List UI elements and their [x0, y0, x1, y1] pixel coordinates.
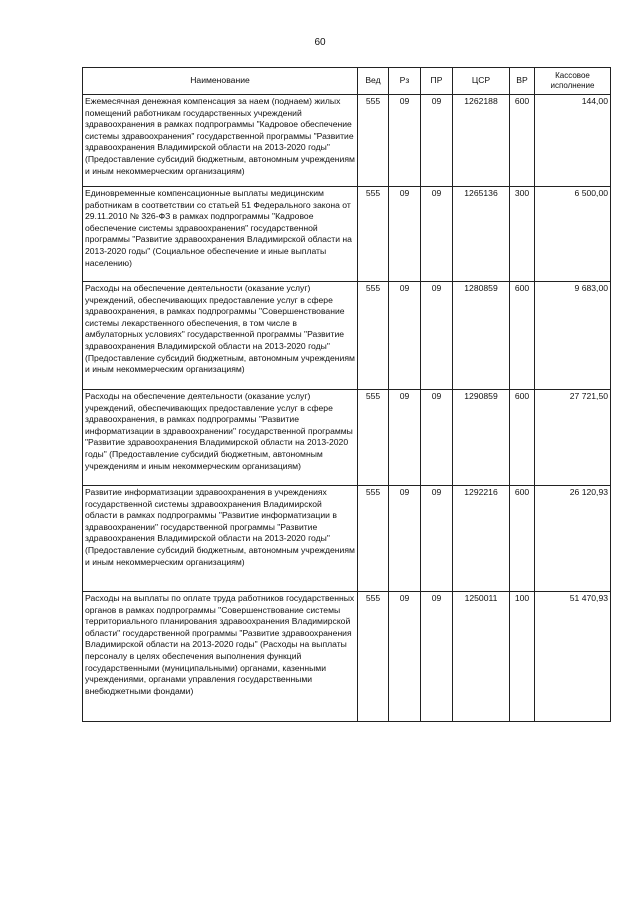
- row-name: Расходы на обеспечение деятельности (оказание услуг) учреждений, обеспечивающих предоставление услуг в сфере здравоохранения, в рамках подпрограммы "Развитие информатизации в здравоохранении" государственной программы "Развитие здравоохранения Владимирской области на 2013-2020 годы" (Предоставление субсидий бюджетным, автономным учреждениям и иным некоммерческим организациям): [83, 390, 358, 486]
- row-amount: 26 120,93: [535, 486, 611, 592]
- table-row: [83, 282, 611, 390]
- row-rz: 09: [389, 95, 421, 187]
- page-number: 60: [314, 37, 326, 48]
- row-ved: 555: [358, 95, 389, 187]
- header-execution: Кассовое исполнение: [535, 68, 611, 95]
- row-pr: 09: [421, 486, 453, 592]
- table-row: [83, 95, 611, 187]
- row-amount: 27 721,50: [535, 390, 611, 486]
- row-ved: 555: [358, 282, 389, 390]
- row-csr: 1292216: [453, 486, 510, 592]
- row-pr: 09: [421, 592, 453, 722]
- table-row: [83, 486, 611, 592]
- row-csr: 1250011: [453, 592, 510, 722]
- row-pr: 09: [421, 95, 453, 187]
- row-ved: 555: [358, 486, 389, 592]
- header-name: Наименование: [83, 68, 358, 95]
- row-rz: 09: [389, 282, 421, 390]
- row-name: Ежемесячная денежная компенсация за наем (поднаем) жилых помещений работникам государственных учреждений здравоохранения в рамках подпрограммы "Кадровое обеспечение системы здравоохранения" государственной программы "Развитие здравоохранения Владимирской области на 2013-2020 годы" (Предоставление субсидий бюджетным, автономным учреждениям и иным некоммерческим организациям): [83, 95, 358, 187]
- row-pr: 09: [421, 282, 453, 390]
- row-rz: 09: [389, 390, 421, 486]
- row-amount: 9 683,00: [535, 282, 611, 390]
- row-amount: 6 500,00: [535, 187, 611, 282]
- budget-table: [82, 67, 611, 722]
- row-vr: 600: [510, 486, 535, 592]
- row-rz: 09: [389, 187, 421, 282]
- row-ved: 555: [358, 390, 389, 486]
- row-name: Расходы на выплаты по оплате труда работников государственных органов в рамках подпрограммы "Совершенствование системы территориального планирования здравоохранения Владимирской области" государственной программы "Развитие здравоохранения Владимирской области на 2013-2020 годы" (Расходы на выплаты персоналу в целях обеспечения выполнения функций государственными (муниципальными) органами, казенными учреждениями, органами управления государственными внебюджетными фондами): [83, 592, 358, 722]
- header-ved: Вед: [358, 68, 389, 95]
- table-row: [83, 592, 611, 722]
- row-vr: 600: [510, 390, 535, 486]
- row-csr: 1280859: [453, 282, 510, 390]
- header-csr: ЦСР: [453, 68, 510, 95]
- row-ved: 555: [358, 187, 389, 282]
- header-pr: ПР: [421, 68, 453, 95]
- table-row: [83, 390, 611, 486]
- row-rz: 09: [389, 486, 421, 592]
- row-rz: 09: [389, 592, 421, 722]
- row-csr: 1262188: [453, 95, 510, 187]
- table-row: [83, 187, 611, 282]
- row-vr: 600: [510, 282, 535, 390]
- header-vr: ВР: [510, 68, 535, 95]
- row-csr: 1290859: [453, 390, 510, 486]
- header-rz: Рз: [389, 68, 421, 95]
- row-pr: 09: [421, 390, 453, 486]
- row-amount: 51 470,93: [535, 592, 611, 722]
- row-name: Единовременные компенсационные выплаты медицинским работникам в соответствии со статьей 51 Федерального закона от 29.11.2010 № 326-ФЗ в рамках подпрограммы "Кадровое обеспечение системы здравоохранения" государственной программы "Развитие здравоохранения Владимирской области на 2013-2020 годы" (Социальное обеспечение и иные выплаты населению): [83, 187, 358, 282]
- row-vr: 600: [510, 95, 535, 187]
- row-name: Расходы на обеспечение деятельности (оказание услуг) учреждений, обеспечивающих предоставление услуг в сфере здравоохранения, в рамках подпрограммы "Совершенствование системы лекарственного обеспечения, в том числе в амбулаторных условиях" государственной программы "Развитие здравоохранения Владимирской области на 2013-2020 годы" (Предоставление субсидий бюджетным, автономным учреждениям и иным некоммерческим организациям): [83, 282, 358, 390]
- row-vr: 300: [510, 187, 535, 282]
- row-vr: 100: [510, 592, 535, 722]
- row-amount: 144,00: [535, 95, 611, 187]
- row-pr: 09: [421, 187, 453, 282]
- row-ved: 555: [358, 592, 389, 722]
- row-name: Развитие информатизации здравоохранения в учреждениях государственной системы здравоохранения Владимирской области в рамках подпрограммы "Развитие информатизации в здравоохранении" государственной программы "Развитие здравоохранения Владимирской области на 2013-2020 годы" (Предоставление субсидий бюджетным, автономным учреждениям и иным некоммерческим организациям): [83, 486, 358, 592]
- row-csr: 1265136: [453, 187, 510, 282]
- table-header-row: [83, 68, 611, 95]
